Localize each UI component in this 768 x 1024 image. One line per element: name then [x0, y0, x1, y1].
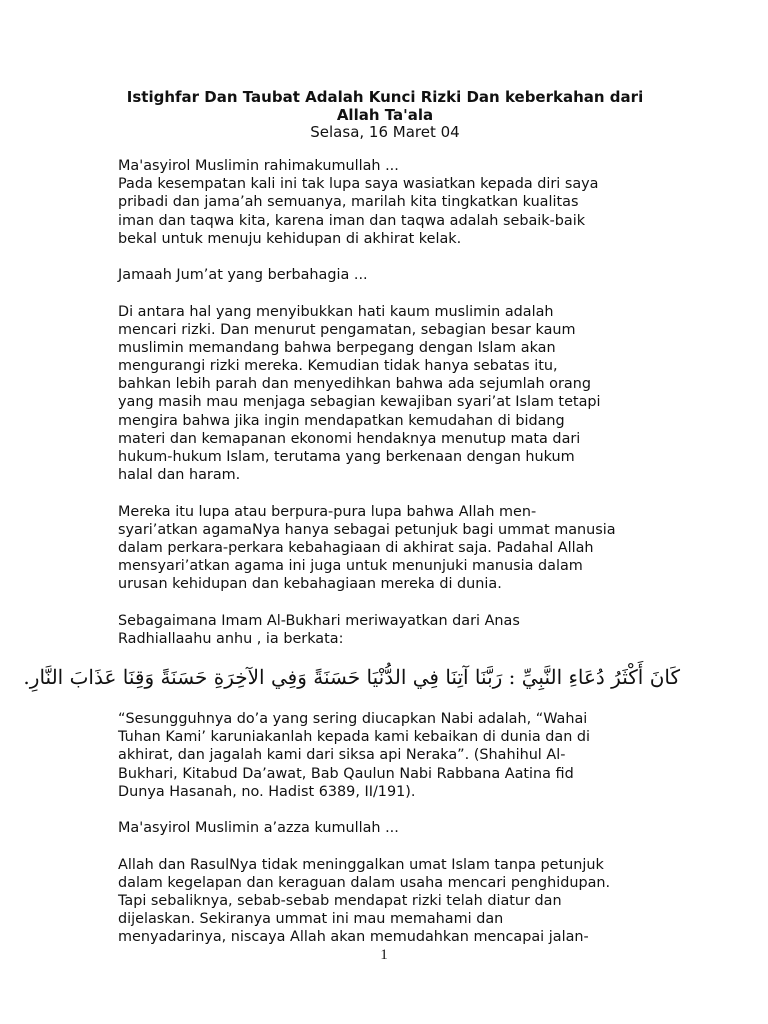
paragraph — [118, 157, 678, 248]
text-line: dalam kegelapan dan keraguan dalam usaha mencari penghidupan. — [118, 874, 611, 891]
text-line: Sebagaimana Imam Al-Bukhari meriwayatkan dari Anas — [118, 612, 520, 629]
paragraph-gap — [118, 837, 678, 855]
text-line: Radhiallaahu anhu , ia berkata: — [118, 630, 344, 647]
document-date: Selasa, 16 Maret 04 — [310, 123, 460, 141]
text-line: Bukhari, Kitabud Da’awat, Bab Qaulun Nabi Rabbana Aatina fid — [118, 765, 574, 782]
text-line: yang masih mau menjaga sebagian kewajiban syari’at Islam tetapi — [118, 394, 601, 411]
title-line: Allah Ta'ala — [336, 106, 434, 124]
text-line: pribadi dan jama’ah semuanya, marilah kita tingkatkan kualitas — [118, 194, 579, 211]
text-line: iman dan taqwa kita, karena iman dan taqwa adalah sebaik-baik — [118, 212, 586, 229]
text-line: Di antara hal yang menyibukkan hati kaum muslimin adalah — [118, 303, 554, 320]
text-line: hukum-hukum Islam, terutama yang berkenaan dengan hukum — [118, 449, 575, 465]
paragraph — [118, 503, 678, 594]
title-line: Istighfar Dan Taubat Adalah Kunci Rizki Dan keberkahan dari — [126, 88, 644, 106]
text-line: Pada kesempatan kali ini tak lupa saya wasiatkan kepada diri saya — [118, 176, 599, 193]
paragraph-gap — [118, 284, 678, 302]
paragraph — [118, 612, 678, 648]
paragraph-gap — [118, 484, 678, 502]
document-body — [23, 157, 680, 947]
document-title — [100, 88, 670, 124]
text-line: Ma'asyirol Muslimin a’azza kumullah ... — [118, 820, 399, 837]
text-line: Allah dan RasulNya tidak meninggalkan umat Islam tanpa petunjuk — [118, 856, 604, 873]
paragraph-gap — [118, 594, 678, 612]
text-line: dijelaskan. Sekiranya ummat ini mau memahami dan — [118, 911, 504, 928]
paragraph — [118, 710, 678, 801]
text-line: mengurangi rizki mereka. Kemudian tidak hanya sebatas itu, — [118, 358, 558, 375]
page-number: 1 — [380, 947, 388, 963]
text-line: halal dan haram. — [118, 467, 241, 484]
paragraph-gap — [118, 801, 678, 819]
text-line: Tuhan Kami’ karuniakanlah kepada kami kebaikan di dunia dan di — [118, 729, 591, 746]
text-line: mengira bahwa jika ingin mendapatkan kemudahan di bidang — [118, 412, 565, 429]
text-line: syari’atkan agamaNya hanya sebagai petunjuk bagi ummat manusia — [118, 521, 616, 538]
text-line: Tapi sebaliknya, sebab-sebab mendapat rizki telah diatur dan — [118, 892, 562, 909]
text-line: dalam perkara-perkara kebahagiaan di akhirat saja. Padahal Allah — [118, 539, 594, 556]
text-line: mencari rizki. Dan menurut pengamatan, sebagian besar kaum — [118, 321, 576, 338]
paragraph — [118, 819, 678, 837]
text-line: Ma'asyirol Muslimin rahimakumullah ... — [118, 158, 399, 174]
text-line: “Sesungguhnya do’a yang sering diucapkan Nabi adalah, “Wahai — [118, 711, 588, 728]
paragraph-gap — [118, 248, 678, 266]
text-line: akhirat, dan jagalah kami dari siksa api Neraka”. (Shahihul Al- — [118, 747, 566, 764]
text-line: urusan kehidupan dan kebahagiaan mereka di dunia. — [118, 576, 502, 593]
text-line: Jamaah Jum’at yang berbahagia ... — [118, 267, 368, 284]
text-line: materi dan kemapanan ekonomi hendaknya menutup mata dari — [118, 430, 581, 447]
text-line: mensyari’atkan agama ini juga untuk menunjuki manusia dalam — [118, 558, 583, 575]
paragraph — [118, 303, 678, 485]
arabic-quote: كَانَ أَكْثَرُ دُعَاءِ النَّبِيِّ : رَبَّنَا آتِنَا فِي الدُّنْيَا حَسَنَةً وَفِي الآخِرَةِ حَسَنَةً وَقِنَا عَذَابَ النَّارِ. — [23, 665, 680, 690]
text-line: muslimin memandang bahwa berpegang dengan Islam akan — [118, 339, 556, 356]
paragraph — [118, 856, 678, 947]
text-line: Dunya Hasanah, no. Hadist 6389, II/191). — [118, 783, 416, 800]
text-line: Mereka itu lupa atau berpura-pura lupa bahwa Allah men- — [118, 503, 537, 520]
paragraph — [118, 266, 678, 284]
text-line: menyadarinya, niscaya Allah akan memudahkan mencapai jalan- — [118, 929, 589, 946]
text-line: bahkan lebih parah dan menyedihkan bahwa ada sejumlah orang — [118, 376, 591, 393]
text-line: bekal untuk menuju kehidupan di akhirat kelak. — [118, 230, 462, 247]
